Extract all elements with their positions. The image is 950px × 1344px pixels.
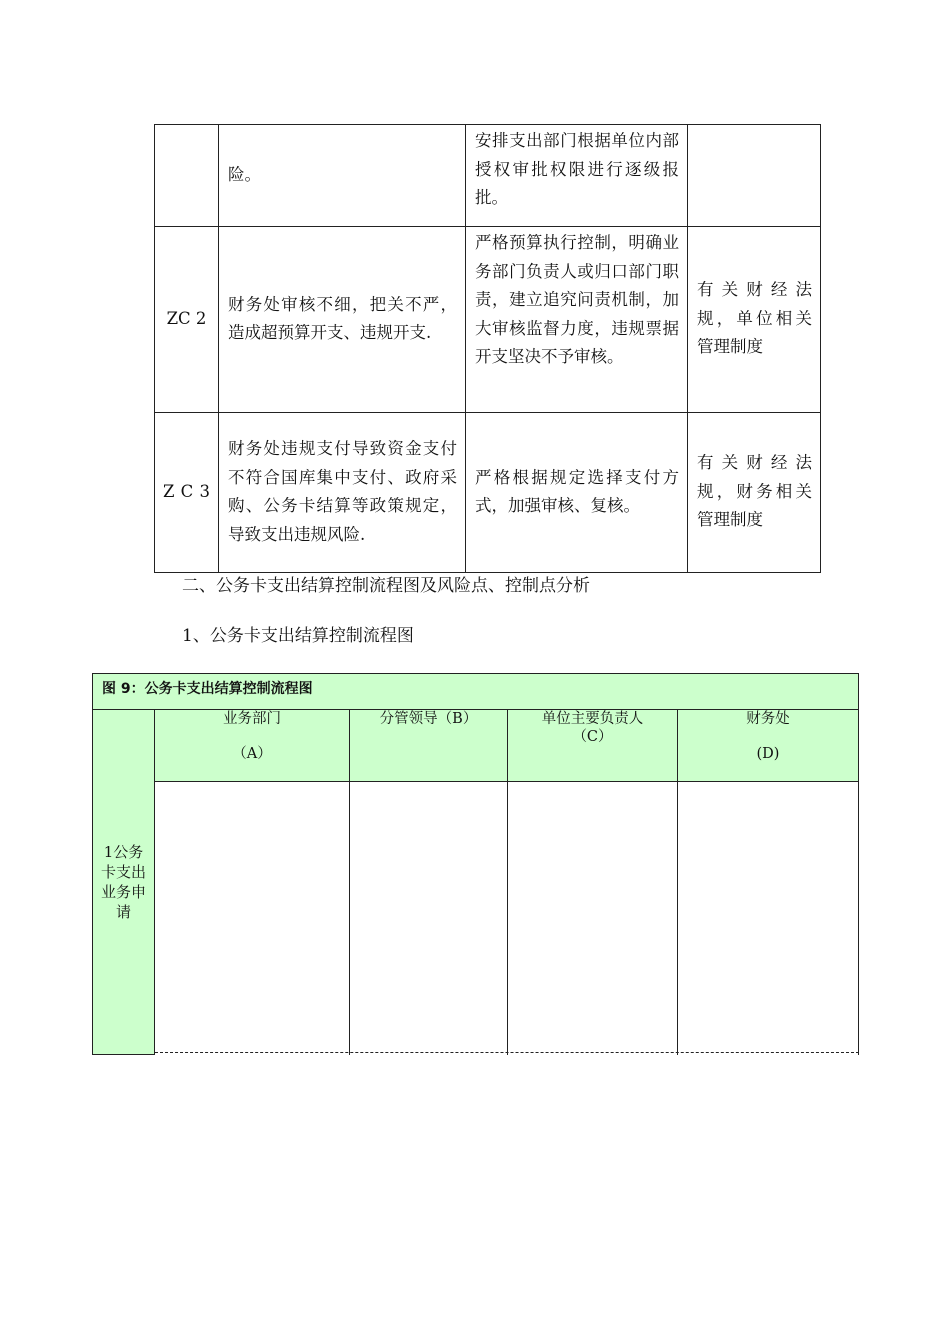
table-row <box>155 227 821 413</box>
swimlane-business-dept <box>155 782 350 1055</box>
column-code: （A） <box>232 746 272 762</box>
column-code: (D) <box>756 746 780 762</box>
risk-description-cell: 财务处审核不细，把关不严，造成超预算开支、违规开支. <box>219 227 466 413</box>
stage-label: 1公务卡支出业务申请 <box>100 843 146 921</box>
subsection-heading: 1、公务卡支出结算控制流程图 <box>182 626 414 646</box>
section-heading: 二、公务卡支出结算控制流程图及风险点、控制点分析 <box>182 576 590 596</box>
column-header-finance-office <box>678 710 859 782</box>
swimlane-supervising-leader <box>350 782 508 1055</box>
control-measure-cell: 严格根据规定选择支付方式，加强审核、复核。 <box>466 413 688 573</box>
control-basis-cell: 有关财经法规，财务相关管理制度 <box>688 413 821 573</box>
control-basis-cell: 有关财经法规，单位相关管理制度 <box>688 227 821 413</box>
stage-label-cell <box>92 710 155 1055</box>
column-name: 分管领导（B） <box>379 711 478 727</box>
risk-code-cell: ZC 2 <box>155 227 219 413</box>
flowchart-table <box>92 673 859 1056</box>
flowchart-caption: 图 9：公务卡支出结算控制流程图 <box>92 673 859 710</box>
risk-code-cell: Z C 3 <box>155 413 219 573</box>
risk-control-table <box>154 124 821 573</box>
control-measure-cell: 安排支出部门根据单位内部授权审批权限进行逐级报批。 <box>466 125 688 227</box>
risk-description-cell: 险。 <box>219 125 466 227</box>
column-header-unit-head <box>508 710 678 782</box>
column-name: 业务部门 <box>223 711 281 727</box>
column-code: （C） <box>572 729 613 745</box>
table-row <box>155 125 821 227</box>
column-header-supervising-leader <box>350 710 508 782</box>
swimlane-finance-office <box>678 782 859 1055</box>
column-name: 单位主要负责人 <box>541 711 644 727</box>
column-header-business-dept <box>155 710 350 782</box>
dashed-divider <box>155 1052 859 1053</box>
risk-code-cell <box>155 125 219 227</box>
control-basis-cell <box>688 125 821 227</box>
table-row <box>155 413 821 573</box>
control-measure-cell: 严格预算执行控制，明确业务部门负责人或归口部门职责，建立追究问责机制，加大审核监督力度，违规票据开支坚决不予审核。 <box>466 227 688 413</box>
column-name: 财务处 <box>746 711 790 727</box>
swimlane-unit-head <box>508 782 678 1055</box>
risk-description-cell: 财务处违规支付导致资金支付不符合国库集中支付、政府采购、公务卡结算等政策规定，导致支出违规风险. <box>219 413 466 573</box>
